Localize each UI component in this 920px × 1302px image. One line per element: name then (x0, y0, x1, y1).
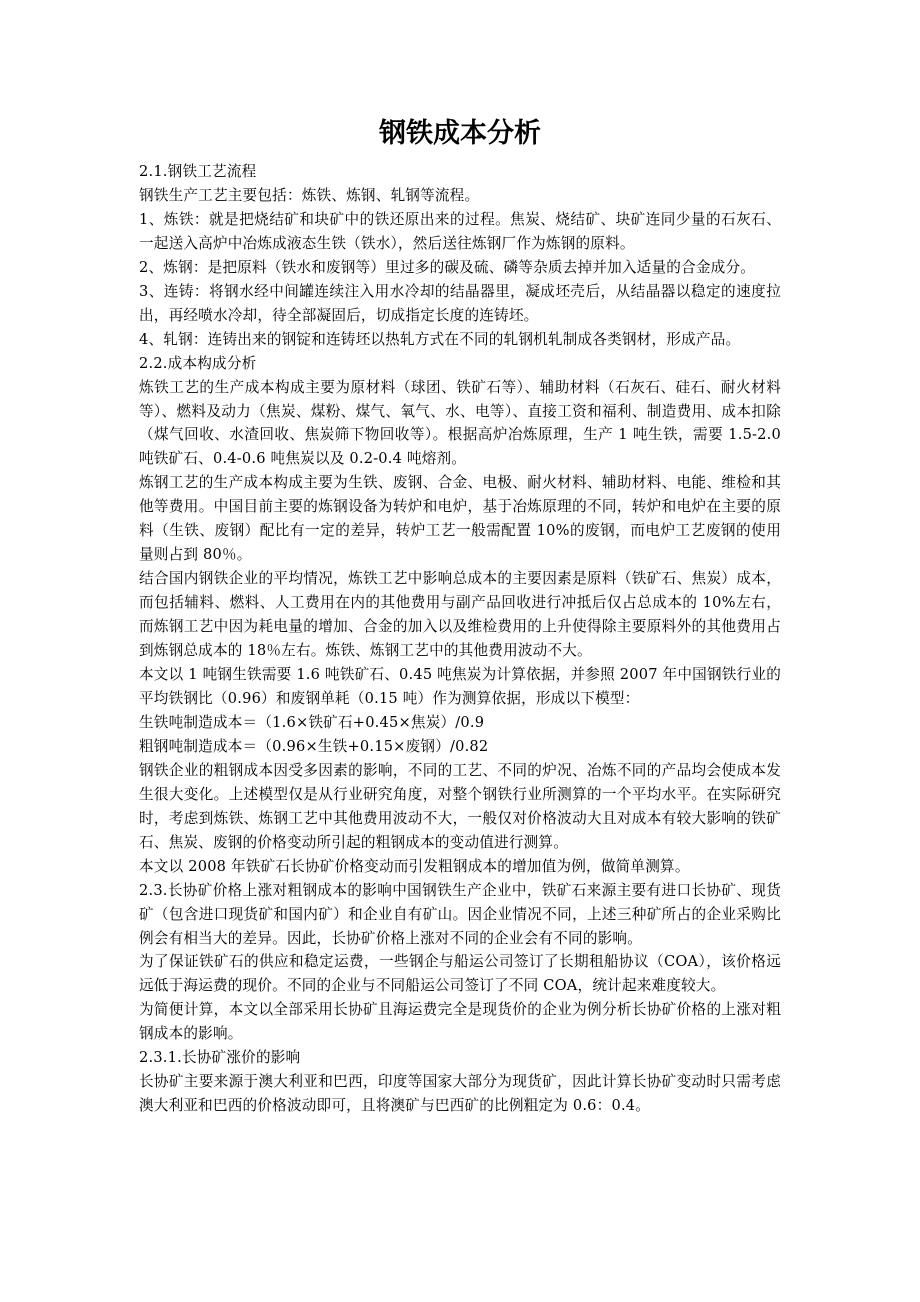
paragraph-model-explanation: 钢铁企业的粗钢成本因受多因素的影响，不同的工艺、不同的炉况、冶炼不同的产品均会使成本发生很大变化。上述模型仅是从行业研究角度，对整个钢铁行业所测算的一个平均水平。在实际研究时，考虑到炼铁、炼钢工艺中其他费用波动不大，一般仅对价格波动大且对成本有较大影响的铁矿石、焦炭、废钢的价格变动所引起的粗钢成本的变动值进行测算。 (139, 761, 781, 851)
paragraph-simplified-calculation: 为简便计算，本文以全部采用长协矿且海运费完全是现货价的企业为例分析长协矿价格的上涨对粗钢成本的影响。 (139, 1001, 781, 1043)
paragraph-ironmaking: 1、炼铁：就是把烧结矿和块矿中的铁还原出来的过程。焦炭、烧结矿、块矿连同少量的石灰石、一起送入高炉中冶炼成液态生铁（铁水），然后送往炼钢厂作为炼钢的原料。 (139, 210, 781, 252)
paragraph-steelmaking-cost: 炼钢工艺的生产成本构成主要为生铁、废钢、合金、电极、耐火材料、辅助材料、电能、维检和其他等费用。中国目前主要的炼钢设备为转炉和电炉，基于冶炼原理的不同，转炉和电炉在主要的原料（生铁、废钢）配比有一定的差异，转炉工艺一般需配置 10%的废钢，而电炉工艺废钢的使用量则占到 80％。 (139, 474, 781, 564)
paragraph-continuous-casting: 3、连铸：将钢水经中间罐连续注入用水冷却的结晶器里，凝成坯壳后，从结晶器以稳定的速度拉出，再经喷水冷却，待全部凝固后，切成指定长度的连铸坯。 (139, 282, 781, 324)
document-title: 钢铁成本分析 (379, 118, 541, 149)
paragraph-2008-example: 本文以 2008 年铁矿石长协矿价格变动而引发粗钢成本的增加值为例，做简单测算。 (139, 857, 690, 875)
document-body (139, 160, 781, 1118)
section-2-3-long-term-ore: 2.3.长协矿价格上涨对粗钢成本的影响中国钢铁生产企业中，铁矿石来源主要有进口长协矿、现货矿（包含进口现货矿和国内矿）和企业自有矿山。因企业情况不同，上述三种矿所占的企业采购比例会有相当大的差异。因此，长协矿价格上涨对不同的企业会有不同的影响。 (139, 881, 781, 947)
paragraph-cost-factors: 结合国内钢铁企业的平均情况，炼铁工艺中影响总成本的主要因素是原料（铁矿石、焦炭）成本，而包括辅料、燃料、人工费用在内的其他费用与副产品回收进行冲抵后仅占总成本的 10%左右，而炼钢工艺中因为耗电量的增加、合金的加入以及维检费用的上升使得除主要原料外的其他费用占到炼钢总成本的 18％左右。炼铁、炼钢工艺中的其他费用波动不大。 (139, 570, 781, 660)
paragraph-rolling: 4、轧钢：连铸出来的钢锭和连铸坯以热轧方式在不同的轧钢机轧制成各类钢材，形成产品。 (139, 330, 741, 348)
paragraph-ironmaking-cost: 炼铁工艺的生产成本构成主要为原材料（球团、铁矿石等）、辅助材料（石灰石、硅石、耐火材料等）、燃料及动力（焦炭、煤粉、煤气、氧气、水、电等）、直接工资和福利、制造费用、成本扣除（煤气回收、水渣回收、焦炭筛下物回收等）。根据高炉冶炼原理，生产 1 吨生铁，需要 1.5-2.0 吨铁矿石、0.4-0.6 吨焦炭以及 0.2-0.4 吨熔剂。 (139, 378, 781, 468)
formula-crude-steel-cost: 粗钢吨制造成本＝（0.96×生铁+0.15×废钢）/0.82 (139, 737, 489, 755)
paragraph-steelmaking: 2、炼钢：是把原料（铁水和废钢等）里过多的碳及硫、磷等杂质去掉并加入适量的合金成分。 (139, 258, 756, 276)
formula-pig-iron-cost: 生铁吨制造成本＝（1.6×铁矿石+0.45×焦炭）/0.9 (139, 713, 485, 731)
paragraph-ore-sources: 长协矿主要来源于澳大利亚和巴西，印度等国家大部分为现货矿，因此计算长协矿变动时只需考虑澳大利亚和巴西的价格波动即可，且将澳矿与巴西矿的比例粗定为 0.6：0.4。 (139, 1073, 781, 1115)
paragraph-process-overview: 钢铁生产工艺主要包括：炼铁、炼钢、轧钢等流程。 (139, 186, 480, 204)
paragraph-coa: 为了保证铁矿石的供应和稳定运费，一些钢企与船运公司签订了长期租船协议（COA），该价格远远低于海运费的现价。不同的企业与不同船运公司签订了不同 COA，统计起来难度较大。 (139, 953, 781, 995)
section-heading-2-2: 2.2.成本构成分析 (139, 354, 257, 372)
paragraph-model-basis: 本文以 1 吨钢生铁需要 1.6 吨铁矿石、0.45 吨焦炭为计算依据，并参照 2007 年中国钢铁行业的平均铁钢比（0.96）和废钢单耗（0.15 吨）作为测算依据，形成以下模型： (139, 666, 781, 707)
section-heading-2-3-1: 2.3.1.长协矿涨价的影响 (139, 1049, 301, 1067)
section-heading-2-1: 2.1.钢铁工艺流程 (139, 163, 257, 180)
